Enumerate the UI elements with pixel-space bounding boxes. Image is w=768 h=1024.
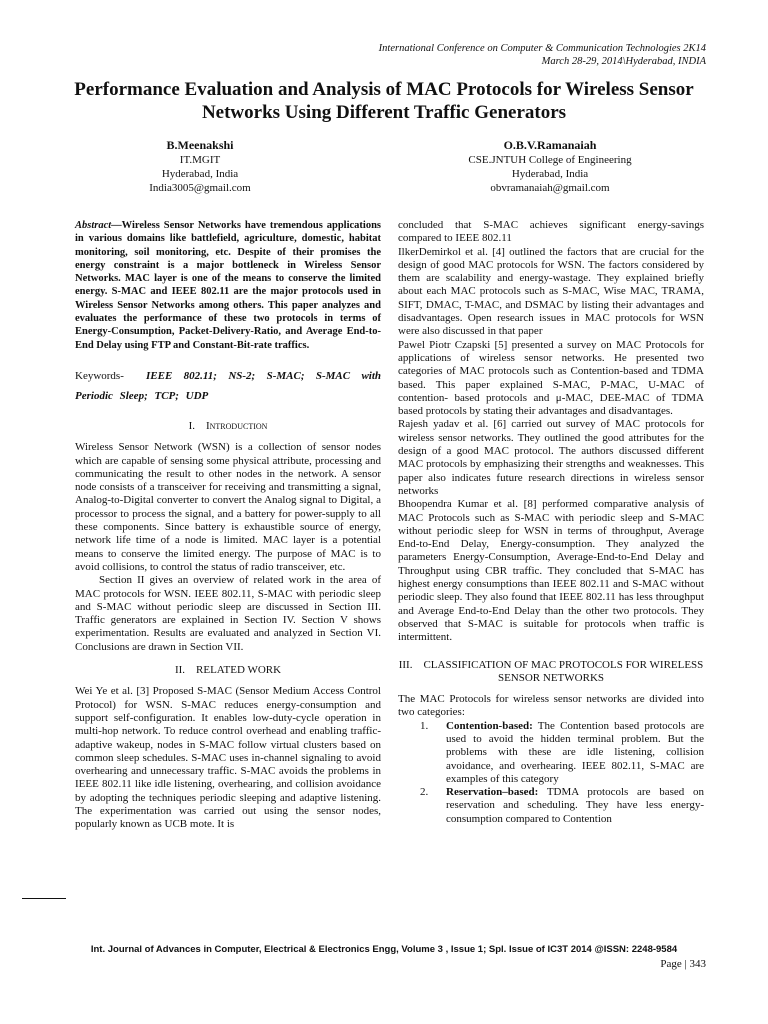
section-number: II. (174, 664, 186, 677)
section-number: III. (398, 658, 413, 671)
keywords-terms: IEEE 802.11; NS-2; S-MAC; S-MAC with Periodic Sleep; TCP; UDP (75, 369, 382, 402)
list-item-term: Reservation–based: (446, 786, 539, 799)
section-heading-classification (398, 659, 704, 686)
author-name: O.B.V.Ramanaiah (503, 138, 597, 152)
author-location: Hyderabad, India (161, 168, 239, 180)
footnote-rule (22, 898, 66, 899)
keywords-label: Keywords- (75, 369, 124, 382)
abstract-label: Abstract (75, 220, 112, 231)
introduction-paragraph-1: Wireless Sensor Network (WSN) is a collection of sensor nodes which are capable of sensing some physical attribute, processing and communicating the result to other nodes in the network. A sensor node consists of a transceiver for receiving and transmitting a signal, Analog-to-Digital converter to convert the Analog signal to Digital, a processor to process the signal, and a battery for power-supply to all these components. Since battery is exhaustible source of energy, network life time of a node is limited. MAC layer is a potential means to conserve the limited energy. The purpose of MAC is to avoid collisions, to control the status of radio transceiver, etc. (75, 441, 381, 573)
conference-date-location: March 28-29, 2014\Hyderabad, INDIA (541, 56, 706, 67)
author-affiliation: CSE.JNTUH College of Engineering (468, 154, 632, 166)
section-title: RELATED WORK (196, 664, 282, 677)
journal-footer: Int. Journal of Advances in Computer, Electrical & Electronics Engg, Volume 3 , Issue 1; Spl. Issue of IC3T 2014 @ISSN: 2248-9584 (90, 944, 678, 955)
author-block-1 (110, 138, 290, 195)
related-work-paragraph-5: Rajesh yadav et al. [6] carried out survey of MAC protocols for wireless sensor networks. They outlined the good attributes for the design of a good MAC protocol. The authors discussed different MAC protocols by emphasizing their strengths and weaknesses. This paper also indicates future research directions in wireless sensor networks (398, 418, 704, 497)
section-title: Introduction (205, 419, 268, 432)
right-column (398, 219, 704, 826)
related-work-paragraph-2: concluded that S-MAC achieves significant energy-savings compared to IEEE 802.11 (398, 219, 704, 245)
related-work-paragraph-4: Pawel Piotr Czapski [5] presented a survey on MAC Protocols for applications of wireless sensor networks. He presented two categories of MAC protocols such as Contention-based and TDMA based. This paper explained S-MAC, P-MAC, U-MAC of contention- based protocols and μ-MAC, DEE-MAC of TDMA based protocols by stating their advantages and disadvantages. (398, 338, 704, 418)
author-email: obvramanaiah@gmail.com (490, 182, 610, 194)
abstract-text: —Wireless Sensor Networks have tremendous applications in various domains like battlefield, agriculture, domestic, habitat monitoring, soil monitoring, etc. Despite of their promises the energy constraint is a major bottleneck in Wireless Sensor Networks. MAC layer is one of the means to conserve the limited energy. S-MAC and IEEE 802.11 are the major protocols used in Wireless Sensor Networks among others. This paper analyzes and evaluates the performance of these two protocols in terms of Energy-Consumption, Packet-Delivery-Ratio, and Average End-to-End Delay using FTP and Constant-Bit-rate traffics. (75, 220, 381, 351)
paper-title: Performance Evaluation and Analysis of MAC Protocols for Wireless Sensor Networks Using Different Traffic Generators (74, 79, 694, 123)
section-heading-introduction (75, 420, 381, 433)
abstract (75, 219, 381, 352)
classification-intro: The MAC Protocols for wireless sensor networks are divided into two categories: (398, 693, 704, 719)
author-email: India3005@gmail.com (149, 182, 251, 194)
introduction-paragraph-2: Section II gives an overview of related work in the area of MAC protocols for WSN. IEEE 802.11, S-MAC with periodic sleep and S-MAC without periodic sleep are discussed in Section III. Traffic generators are explained in Section IV. Section V shows experimentation. Results are evaluated and analyzed in Section VI. Conclusions are drawn in Section VII. (75, 574, 381, 653)
classification-list (398, 720, 704, 826)
author-name: B.Meenakshi (166, 138, 234, 152)
author-block-2 (440, 138, 660, 195)
keywords (75, 366, 381, 406)
list-item (398, 786, 704, 826)
section-title: CLASSIFICATION OF MAC PROTOCOLS FOR WIRELESS SENSOR NETWORKS (423, 658, 704, 684)
list-item-text: The Contention based protocols are used to avoid the hidden terminal problem. But the problems with these are idle listening, collision avoidance, and overhearing. IEEE 802.11, S-MAC are examples of this category (446, 719, 704, 785)
section-number: I. (188, 419, 195, 432)
list-item (398, 720, 704, 786)
list-item-text: TDMA protocols are based on reservation and scheduling. They have less energy-consumption compared to Contention (446, 786, 704, 825)
list-item-term: Contention-based: (446, 719, 533, 732)
related-work-paragraph-6: Bhoopendra Kumar et al. [8] performed comparative analysis of MAC Protocols such as S-MAC with periodic sleep and S-MAC without periodic sleep for WSN in terms of throughput, Average End-to-End Delay, Energy-consumption. They analyzed the parameters Energy-Consumption, Average-End-to-End Delay and Throughput using CBR traffic. They concluded that S-MAC has highest energy consumptions than IEEE 802.11 and S-MAC without periodic sleep. They also found that IEEE 802.11 has less throughput and Average End-to-End Delay than the other two protocols. They observed that S-MAC is suitable for protocols when traffic is intermittent. (398, 498, 704, 644)
section-heading-related-work (75, 664, 381, 677)
list-item-number: 1. (420, 719, 429, 732)
author-affiliation: IT.MGIT (179, 154, 221, 166)
author-location: Hyderabad, India (511, 168, 589, 180)
related-work-paragraph-3: IlkerDemirkol et al. [4] outlined the factors that are crucial for the design of good MAC protocols for WSN. The factors considered by them are scalability and energy-wastage. They explained briefly about each MAC protocols such as S-MAC, Wise MAC, TRAMA, SIFT, DMAC, T-MAC, and DSMAC by listing their advantages and disadvantages. Open research issues in MAC protocols for WSN were also discussed in that paper (398, 245, 704, 338)
list-item-number: 2. (420, 786, 429, 799)
left-column (75, 219, 381, 832)
conference-header (379, 42, 706, 68)
page-number: Page | 343 (660, 958, 706, 970)
related-work-paragraph-1: Wei Ye et al. [3] Proposed S-MAC (Sensor Medium Access Control Protocol) for WSN. S-MAC reduces energy-consumption and support self-configuration. It enables low-duty-cycle operation in multi-hop network. To reduce control overhead and enabling traffic-adaptive wakeup, nodes in S-MAC follow virtual clusters based on common sleep schedules. S-MAC uses in-channel signaling to avoid overhearing and unnecessary traffic. S-MAC avoids the problems in IEEE 802.11 like idle listening, overhearing, and collision avoidance by adopting the techniques periodic sleeping and adaptive listening. The experimentation was carried out using the sensor nodes, popularly known as UCB mote. It is (75, 685, 381, 831)
conference-name: International Conference on Computer & Communication Technologies 2K14 (378, 43, 706, 54)
